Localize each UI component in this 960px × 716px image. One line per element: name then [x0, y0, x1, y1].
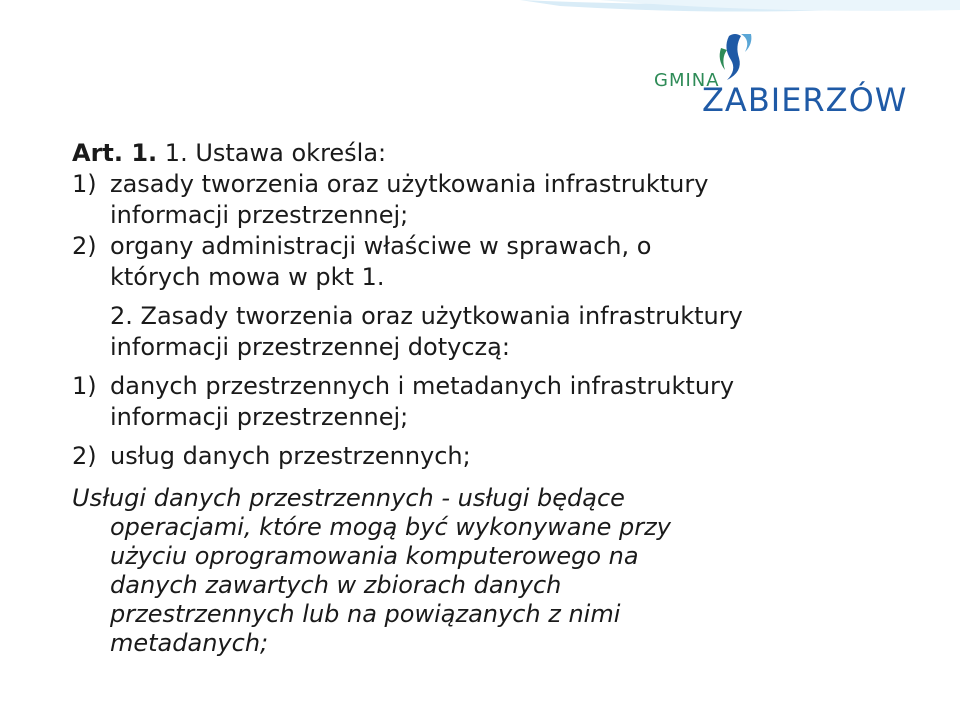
list-item-number: 2) [72, 442, 97, 470]
list-item-text: organy administracji właściwe w sprawach, o [110, 232, 652, 260]
list-item [72, 371, 932, 433]
paragraph-2 [72, 301, 932, 363]
definition-line: danych zawartych w zbiorach danych [110, 571, 562, 599]
list-item-number: 1) [72, 170, 97, 198]
definition-line: operacjami, które mogą być wykonywane przy [110, 513, 671, 541]
gmina-zabierzow-logo [652, 30, 912, 120]
logo-zabierzow-text: ZABIERZÓW [702, 81, 908, 119]
list-item [72, 231, 932, 293]
paragraph-2-line-1: 2. Zasady tworzenia oraz użytkowania infrastruktury [110, 302, 743, 330]
list-item-text: usług danych przestrzennych; [110, 442, 471, 470]
list-item-number: 1) [72, 372, 97, 400]
list-item [72, 169, 932, 231]
list-item-text-continued: których mowa w pkt 1. [110, 263, 385, 291]
list-item [72, 441, 932, 472]
article-text [72, 138, 932, 658]
list-item-text: danych przestrzennych i metadanych infrastruktury [110, 372, 735, 400]
definition-line: metadanych; [110, 629, 269, 657]
definition-line: Usługi danych przestrzennych - usługi będące [72, 484, 625, 512]
logo-gmina-text: GMINA [654, 70, 720, 91]
article-heading [72, 138, 932, 169]
article-number: Art. 1. [72, 139, 158, 167]
list-item-text: zasady tworzenia oraz użytkowania infrastruktury [110, 170, 709, 198]
paragraph-2-line-2: informacji przestrzennej dotyczą: [110, 333, 510, 361]
list-item-number: 2) [72, 232, 97, 260]
list-item-text-continued: informacji przestrzennej; [110, 201, 409, 229]
definition-line: użyciu oprogramowania komputerowego na [110, 542, 639, 570]
list-item-text-continued: informacji przestrzennej; [110, 403, 409, 431]
definition-block [72, 484, 932, 658]
definition-line: przestrzennych lub na powiązanych z nimi [110, 600, 621, 628]
article-intro: 1. Ustawa określa: [157, 139, 387, 167]
